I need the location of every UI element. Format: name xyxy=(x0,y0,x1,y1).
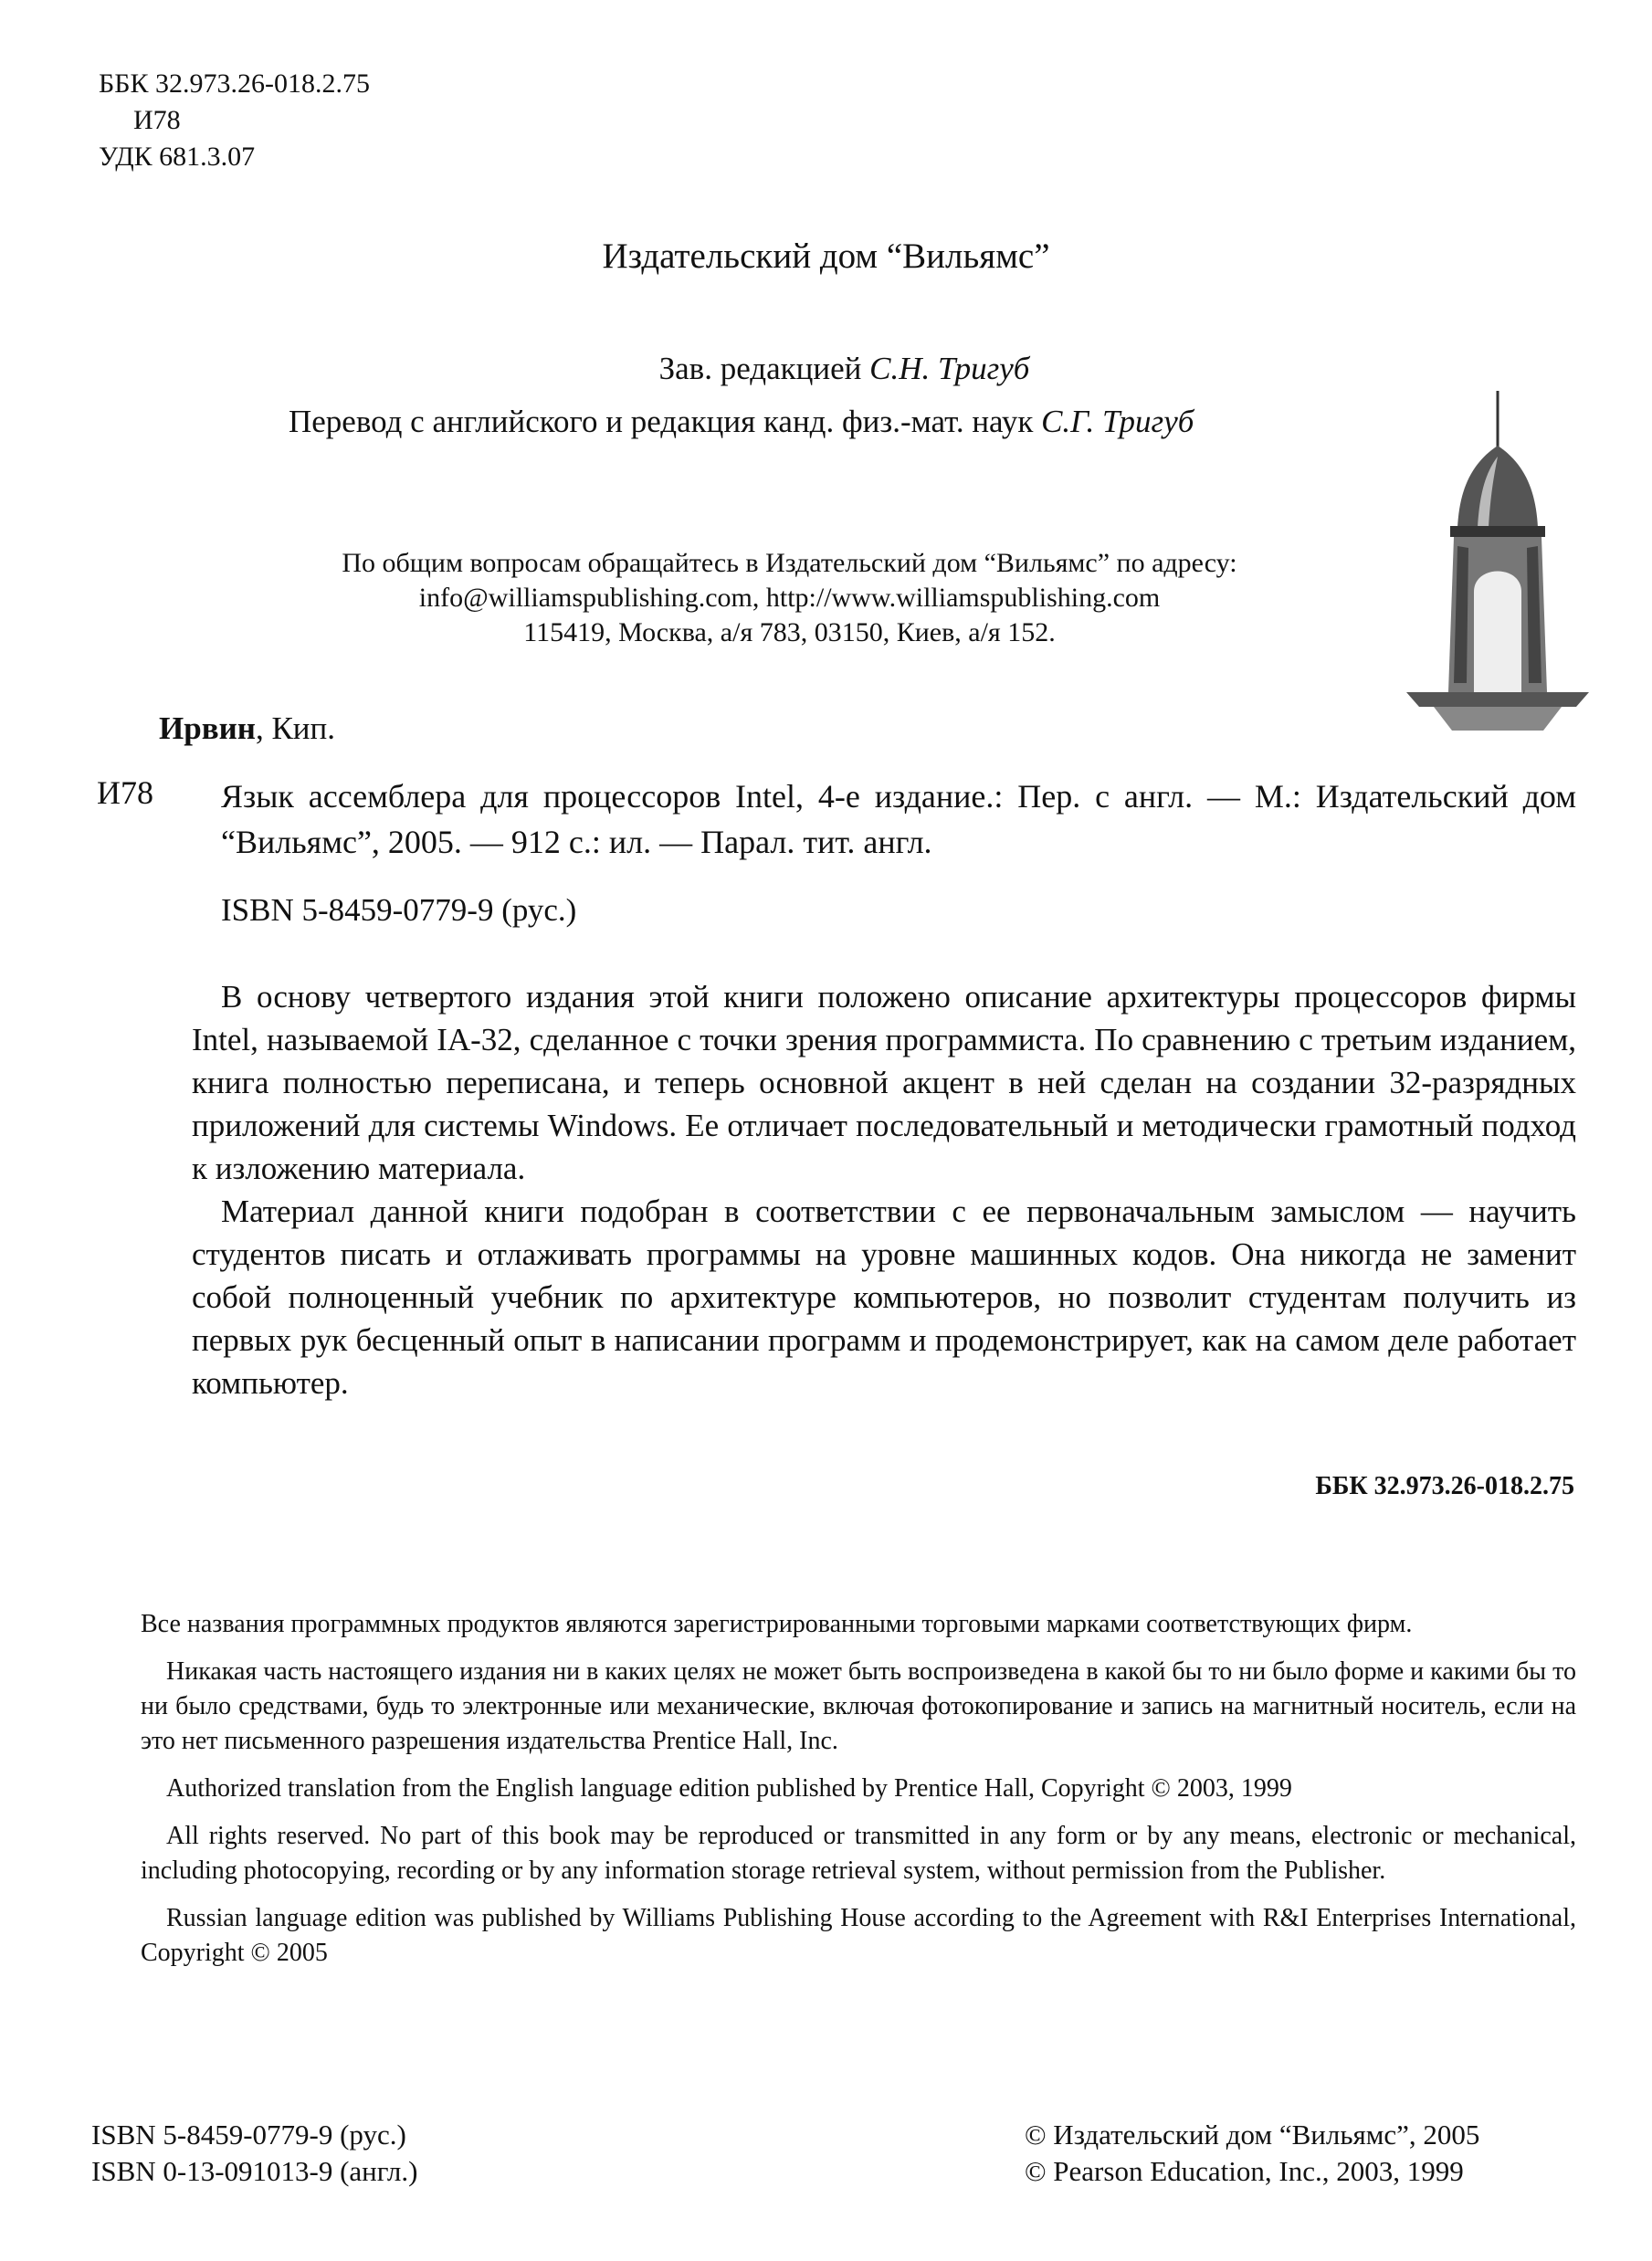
catalog-isbn: ISBN 5-8459-0779-9 (рус.) xyxy=(221,892,577,928)
copyright-list xyxy=(1025,2117,1479,2190)
udk-code: УДК 681.3.07 xyxy=(99,142,256,172)
legal-trademarks: Все названия программных продуктов являются зарегистрированными торговыми марками соответствующих фирм. xyxy=(141,1610,1413,1638)
author-name: , Кип. xyxy=(255,710,335,746)
legal-reproduction-ru: Никакая часть настоящего издания ни в каких целях не может быть воспроизведена в какой бы то ни было форме и какими бы то ни было средствами, будь то электронные или механические, включая фотокопирование и запись на магнитный носитель, если на это нет письменного разрешения издательства Prentice Hall, Inc. xyxy=(141,1657,1576,1755)
catalog-codes xyxy=(99,66,370,175)
legal-authorized-translation: Authorized translation from the English language edition published by Prentice Hall, Copyright © 2003, 1999 xyxy=(166,1774,1292,1803)
abstract xyxy=(192,975,1576,1404)
bbk-code-bottom: ББК 32.973.26-018.2.75 xyxy=(1315,1472,1574,1500)
legal-rights-reserved: All rights reserved. No part of this book may be reproduced or transmitted in any form or by any means, electronic or mechanical, including photocopying, recording or by any information storage retrieval system, without permission from the Publisher. xyxy=(141,1822,1576,1885)
legal-russian-edition: Russian language edition was published by Williams Publishing House according to the Agreement with R&I Enterprises International, Copyright © 2005 xyxy=(141,1904,1576,1967)
legal-notices xyxy=(141,1607,1576,1983)
catalog-description: Язык ассемблера для процессоров Intel, 4-е издание.: Пер. с англ. — М.: Издательский дом “Вильямс”, 2005. — 912 с.: ил. — Парал. тит. англ. xyxy=(221,778,1576,860)
contacts-address: 115419, Москва, а/я 783, 03150, Киев, а/я 152. xyxy=(523,617,1056,647)
editor-name: С.Н. Тригуб xyxy=(869,351,1030,386)
editor-line xyxy=(0,351,1652,387)
contacts-line: По общим вопросам обращайтесь в Издательский дом “Вильямс” по адресу: xyxy=(342,548,1237,578)
isbn-list xyxy=(91,2117,417,2190)
copyright-williams: © Издательский дом “Вильямс”, 2005 xyxy=(1025,2119,1480,2151)
isbn-russian: ISBN 5-8459-0779-9 (рус.) xyxy=(91,2119,406,2151)
publisher-emblem-icon xyxy=(1406,391,1589,731)
translator-prefix: Перевод с английского и редакция канд. физ.-мат. наук xyxy=(289,404,1042,439)
publisher-line: Издательский дом “Вильямс” xyxy=(602,237,1050,276)
author-surname: Ирвин xyxy=(159,710,256,746)
translator-name: С.Г. Тригуб xyxy=(1041,404,1194,439)
editor-prefix: Зав. редакцией xyxy=(658,351,870,386)
abstract-paragraph: Материал данной книги подобран в соответствии с ее первоначальным замыслом — научить студентов писать и отлаживать программы на уровне машинных кодов. Она никогда не заменит собой полноценный учебник по архитектуре компьютеров, но позволит студентам получить из первых рук бесценный опыт в написании программ и продемонстрирует, как на самом деле работает компьютер. xyxy=(192,1194,1576,1401)
bbk-code: ББК 32.973.26-018.2.75 xyxy=(99,68,370,99)
contacts-web: info@williamspublishing.com, http://www.williamspublishing.com xyxy=(418,583,1161,613)
author-line xyxy=(159,710,335,747)
isbn-english: ISBN 0-13-091013-9 (англ.) xyxy=(91,2155,418,2187)
copyright-pearson: © Pearson Education, Inc., 2003, 1999 xyxy=(1025,2155,1464,2187)
translator-line xyxy=(289,404,1194,440)
abstract-paragraph: В основу четвертого издания этой книги положено описание архитектуры процессоров фирмы Intel, называемой IA-32, сделанное с точки зрения программиста. По сравнению с третьим изданием, книга полностью переписана, и теперь основной акцент в ней сделан на создании 32-разрядных приложений для системы Windows. Ее отличает последовательный и методически грамотный подход к изложению материала. xyxy=(192,979,1576,1186)
catalog-number: И78 xyxy=(97,774,153,811)
author-mark: И78 xyxy=(133,105,181,135)
contacts-block xyxy=(0,546,1652,650)
